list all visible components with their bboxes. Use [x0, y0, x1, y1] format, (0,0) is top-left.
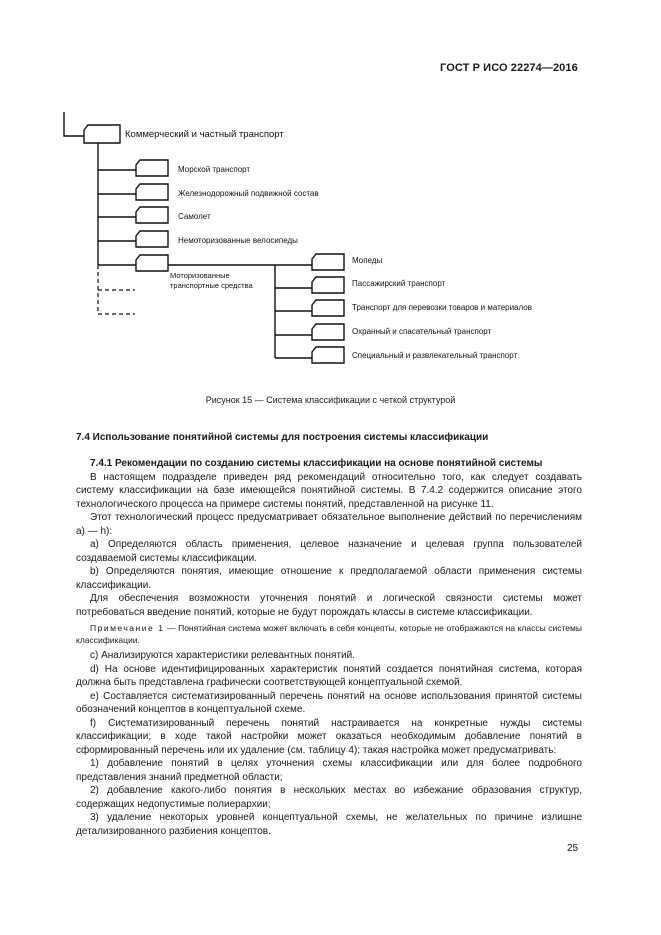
child-folder-icon [136, 255, 168, 271]
node-child-motorized-line: Моторизованные [170, 271, 230, 280]
paragraph: е) Составляется систематизированный перечень понятий на основе использования принятой системы обозначений концептов в концептуальной схеме. [76, 690, 582, 715]
child-folder-icon [136, 207, 168, 223]
paragraph: d) На основе идентифицированных характеристик понятий создается понятийная система, которая должна быть представлена графически соответствующей концептуальной схемой. [76, 663, 582, 688]
grandchild-folder-icon [312, 324, 344, 340]
node-root: Коммерческий и частный транспорт [125, 129, 284, 140]
omitted-branches [98, 265, 135, 314]
node-child: Морской транспорт [178, 165, 251, 174]
grandchild-folder-icon [312, 300, 344, 316]
paragraph: В настоящем подразделе приведен ряд рекомендаций относительно того, как следует создавать систему классификации на базе имеющейся понятийной системы. В 7.4.2 содержится описание этого технологического процесса на примере системы понятий, представленной на рисунке 11. [76, 471, 582, 510]
child-folder-icon [136, 231, 168, 247]
node-grandchild: Охранный и спасательный транспорт [352, 327, 492, 336]
node-child-motorized [170, 271, 254, 290]
paragraph: f) Систематизированный перечень понятий настраивается на конкретные нужды системы классификации; в ходе такой настройки может оказаться необходимым добавление понятий в сформированный перечень или их удаление (см. таблицу 4); такая настройка может предусматривать: [76, 717, 582, 756]
paragraph: а) Определяются область применения, целевое назначение и целевая группа пользователей создаваемой системы классификации. [76, 539, 582, 564]
figure-caption: Рисунок 15 — Система классификации с четкой структурой [205, 395, 456, 405]
root-folder-icon [84, 125, 120, 143]
paragraph: с) Анализируются характеристики релевантных понятий. [90, 650, 355, 661]
page-number: 25 [567, 843, 579, 854]
node-child-motorized-line: транспортные средства [170, 281, 253, 290]
node-grandchild: Пассажирский транспорт [352, 279, 446, 288]
node-child: Самолет [178, 212, 211, 221]
paragraph: Этот технологический процесс предусматривает обязательное выполнение действий по перечислениям а) — h): [76, 512, 582, 537]
node-child: Немоторизованные велосипеды [178, 236, 298, 245]
standard-header: ГОСТ Р ИСО 22274—2016 [440, 62, 578, 74]
node-grandchild: Специальный и развлекательный транспорт [352, 351, 518, 360]
node-child: Железнодорожный подвижной состав [178, 189, 319, 198]
paragraph: 2) добавление какого-либо понятия в нескольких местах во избежание образования структур, содержащих недопустимые полиерархии; [76, 785, 582, 810]
note-text: — Понятийная система может включать в себя концепты, которые не отображаются на классы системы классификации. [76, 623, 582, 645]
classification-diagram [0, 0, 661, 385]
node-grandchild: Транспорт для перевозки товаров и материалов [352, 303, 532, 312]
note-label: Примечание 1 [90, 623, 165, 633]
grandchild-folder-icon [312, 277, 344, 293]
grandchild-folder-icon [312, 347, 344, 363]
child-folder-icon [136, 184, 168, 200]
paragraph: 3) удаление некоторых уровней концептуальной схемы, не желательных по причине излишне детализированного разбиения концептов. [76, 812, 582, 837]
child-folder-icon [136, 160, 168, 176]
subsection-title: 7.4.1 Рекомендации по созданию системы классификации на основе понятийной системы [90, 458, 543, 469]
paragraph: 1) добавление понятий в целях уточнения схемы классификации или для более подробного представления знаний предметной области; [76, 758, 582, 783]
node-grandchild: Мопеды [352, 256, 383, 265]
section-title: 7.4 Использование понятийной системы для построения системы классификации [76, 432, 489, 443]
paragraph: b) Определяются понятия, имеющие отношение к предполагаемой области применения системы классификации. [76, 566, 582, 591]
paragraph: Для обеспечения возможности уточнения понятий и логической связности системы может потребоваться введение понятий, которые не будут порождать классы в системе классификации. [76, 593, 582, 618]
grandchild-folder-icon [312, 254, 344, 270]
note [76, 622, 582, 646]
body-text [76, 453, 582, 838]
